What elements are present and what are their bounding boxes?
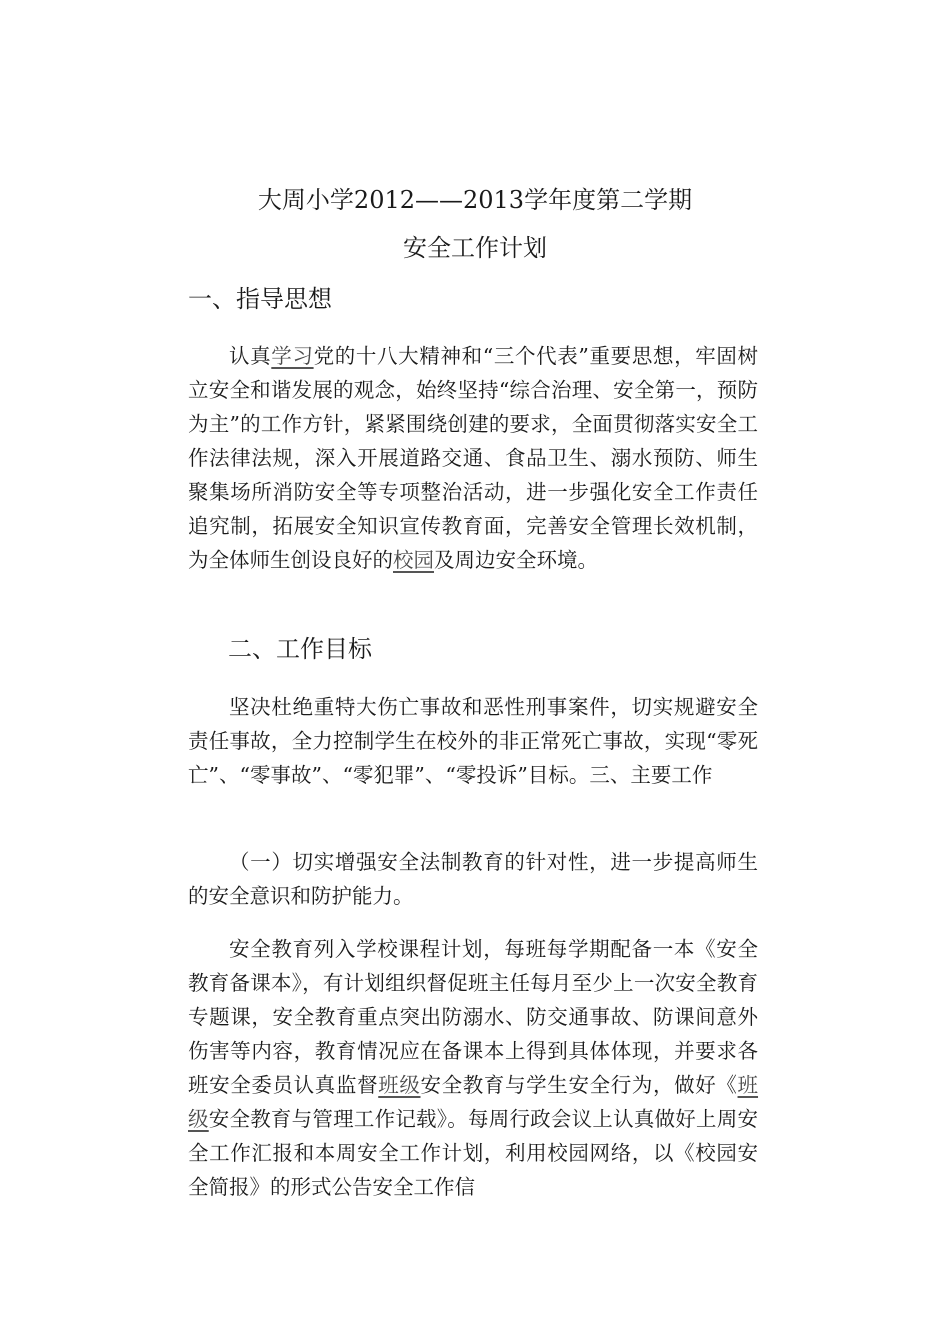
paragraph-work-goals: 坚决杜绝重特大伤亡事故和恶性刑事案件，切实规避安全责任事故，全力控制学生在校外的非正常死亡事故，实现“零死亡”、“零事故”、“零犯罪”、“零投诉”目标。三、主要工作 [188,695,758,787]
class-link[interactable]: 班级 [188,1073,759,1131]
study-link[interactable]: 学习 [271,344,314,368]
campus-link[interactable]: 校园 [393,548,434,572]
paragraph-text: 安全教育与管理工作记载》。每周行政会议上认真做好上周安全工作汇报和本周安全工作计划，利用校园网络，以《校园安全简报》的形式公告安全工作信 [188,1107,759,1199]
paragraph-text: 认真 [229,344,272,368]
paragraph-text: 党的十八大精神和“三个代表”重要思想，牢固树立安全和谐发展的观念，始终坚持“综合治理、安全第一，预防为主”的工作方针，紧紧围绕创建的要求，全面贯彻落实安全工作法律法规，深入开展道路交通、食品卫生、溺水预防、师生聚集场所消防安全等专项整治活动，进一步强化安全工作责任追究制，拓展安全知识宣传教育面，完善安全管理长效机制，为全体师生创设良好的 [188,344,759,572]
paragraph-text: 安全教育与学生安全行为，做好《 [420,1073,738,1097]
paragraph-guiding-ideology [188,339,758,577]
section-heading-work-goals: 二、工作目标 [228,635,372,663]
class-link[interactable]: 班级 [378,1073,421,1097]
paragraph-safety-education-item: （一）切实增强安全法制教育的针对性，进一步提高师生的安全意识和防护能力。 [188,850,758,908]
document-subtitle: 安全工作计划 [403,234,547,262]
paragraph-safety-curriculum [188,932,758,1204]
paragraph-text: 及周边安全环境。 [434,548,598,572]
section-heading-guiding-ideology: 一、指导思想 [188,285,332,313]
paragraph-text: 安全教育列入学校课程计划，每班每学期配备一本《安全教育备课本》，有计划组织督促班主任每月至少上一次安全教育专题课，安全教育重点突出防溺水、防交通事故、防课间意外伤害等内容，教育情况应在备课本上得到具体体现，并要求各班安全委员认真监督 [188,937,758,1097]
document-title: 大周小学2012——2013学年度第二学期 [257,186,693,214]
